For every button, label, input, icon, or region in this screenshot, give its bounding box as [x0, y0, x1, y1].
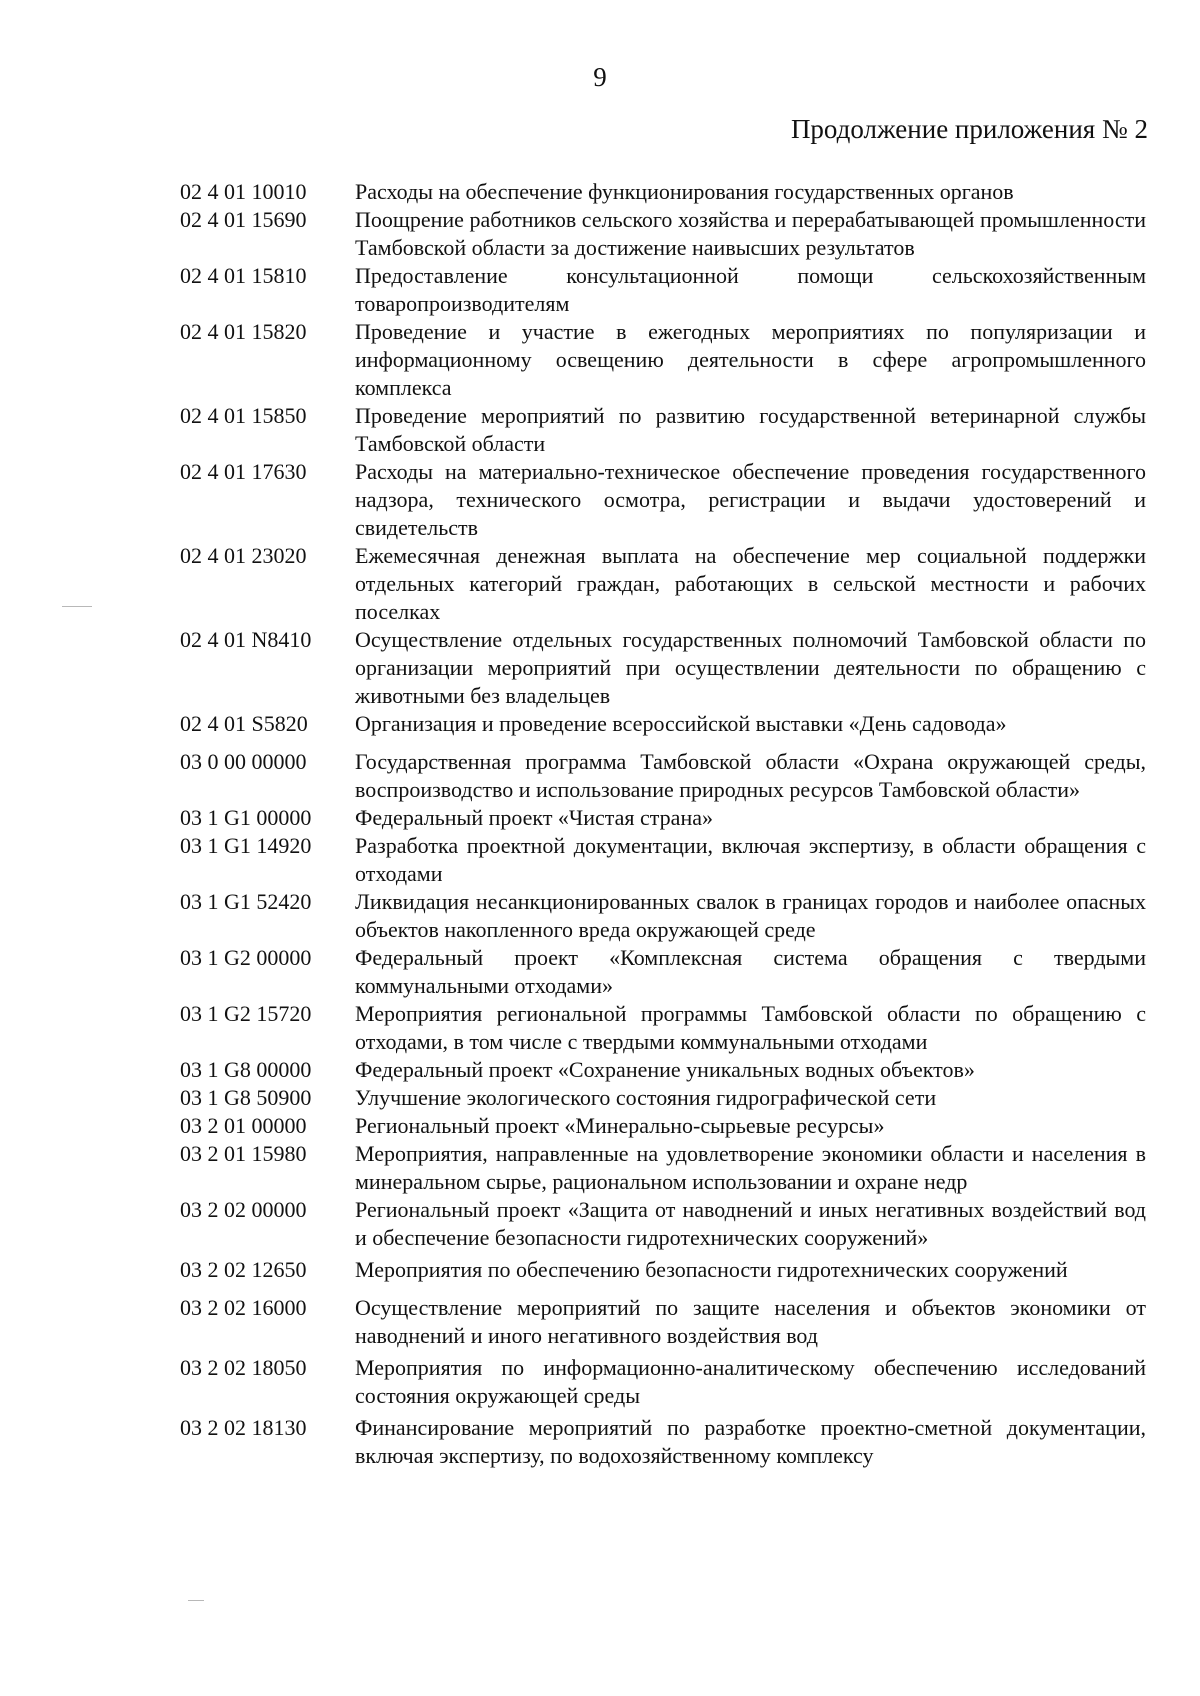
entry-code: 03 1 G2 00000: [180, 945, 312, 970]
scan-mark: [62, 606, 92, 607]
entry-description: Федеральный проект «Чистая страна»: [355, 805, 713, 830]
entry-description: Ликвидация несанкционированных свалок в границах городов и наиболее опасных объектов накопленного вреда окружающей среде: [355, 889, 1146, 942]
entry-code: 02 4 01 S5820: [180, 711, 308, 736]
entry-description: Осуществление отдельных государственных полномочий Тамбовской области по организации мероприятий при осуществлении деятельности по обращению с животными без владельцев: [355, 627, 1146, 708]
entry-description: Региональный проект «Минерально-сырьевые ресурсы»: [355, 1113, 885, 1138]
code-entry: [180, 318, 1146, 402]
entry-code: 03 1 G1 52420: [180, 889, 312, 914]
code-entry: [180, 1414, 1146, 1470]
entry-code: 03 2 02 12650: [180, 1257, 307, 1282]
entry-description: Расходы на обеспечение функционирования государственных органов: [355, 179, 1014, 204]
code-entry: [180, 402, 1146, 458]
code-entry: [180, 542, 1146, 626]
code-entry: [180, 1140, 1146, 1196]
code-list: [180, 178, 1146, 1470]
code-entry: [180, 1354, 1146, 1410]
entry-description: Поощрение работников сельского хозяйства и перерабатывающей промышленности Тамбовской области за достижение наивысших результатов: [355, 207, 1146, 260]
code-entry: [180, 748, 1146, 804]
entry-code: 02 4 01 17630: [180, 459, 307, 484]
entry-description: Региональный проект «Защита от наводнений и иных негативных воздействий вод и обеспечение безопасности гидротехнических сооружений»: [355, 1197, 1146, 1250]
code-entry: [180, 710, 1146, 738]
entry-code: 03 2 02 00000: [180, 1197, 307, 1222]
entry-code: 03 2 02 18050: [180, 1355, 307, 1380]
code-entry: [180, 1196, 1146, 1252]
code-entry: [180, 832, 1146, 888]
entry-description: Организация и проведение всероссийской выставки «День садовода»: [355, 711, 1007, 736]
code-entry: [180, 206, 1146, 262]
code-entry: [180, 178, 1146, 206]
entry-code: 03 2 01 00000: [180, 1113, 307, 1138]
code-entry: [180, 1000, 1146, 1056]
appendix-header: Продолжение приложения № 2: [790, 114, 1148, 144]
entry-description: Мероприятия по информационно-аналитическому обеспечению исследований состояния окружающей среды: [355, 1355, 1146, 1408]
code-entry: [180, 458, 1146, 542]
code-entry: [180, 1084, 1146, 1112]
entry-description: Государственная программа Тамбовской области «Охрана окружающей среды, воспроизводство и использование природных ресурсов Тамбовской области»: [355, 749, 1146, 802]
entry-description: Улучшение экологического состояния гидрографической сети: [355, 1085, 937, 1110]
entry-code: 03 0 00 00000: [180, 749, 307, 774]
code-entry: [180, 944, 1146, 1000]
entry-code: 03 2 01 15980: [180, 1141, 307, 1166]
code-entry: [180, 888, 1146, 944]
entry-code: 02 4 01 15690: [180, 207, 307, 232]
entry-description: Финансирование мероприятий по разработке проектно-сметной документации, включая экспертизу, по водохозяйственному комплексу: [355, 1415, 1146, 1468]
code-entry: [180, 804, 1146, 832]
entry-description: Разработка проектной документации, включая экспертизу, в области обращения с отходами: [355, 833, 1146, 886]
entry-code: 02 4 01 23020: [180, 543, 307, 568]
code-entry: [180, 1256, 1146, 1284]
entry-description: Мероприятия, направленные на удовлетворение экономики области и населения в минеральном сырье, рациональном использовании и охране недр: [355, 1141, 1146, 1194]
entry-code: 03 1 G8 00000: [180, 1057, 312, 1082]
entry-code: 03 1 G2 15720: [180, 1001, 312, 1026]
entry-code: 03 2 02 18130: [180, 1415, 307, 1440]
entry-description: Предоставление консультационной помощи сельскохозяйственным товаропроизводителям: [355, 263, 1146, 316]
entry-description: Мероприятия региональной программы Тамбовской области по обращению с отходами, в том числе с твердыми коммунальными отходами: [355, 1001, 1146, 1054]
entry-code: 02 4 01 N8410: [180, 627, 312, 652]
entry-code: 03 1 G8 50900: [180, 1085, 312, 1110]
scan-mark: [188, 1600, 204, 1601]
entry-description: Федеральный проект «Сохранение уникальных водных объектов»: [355, 1057, 975, 1082]
entry-description: Расходы на материально-техническое обеспечение проведения государственного надзора, технического осмотра, регистрации и выдачи удостоверений и свидетельств: [355, 459, 1146, 540]
entry-code: 02 4 01 15810: [180, 263, 307, 288]
code-entry: [180, 1294, 1146, 1350]
entry-description: Проведение мероприятий по развитию государственной ветеринарной службы Тамбовской области: [355, 403, 1146, 456]
entry-description: Проведение и участие в ежегодных мероприятиях по популяризации и информационному освещению деятельности в сфере агропромышленного комплекса: [355, 319, 1146, 400]
entry-code: 03 1 G1 00000: [180, 805, 312, 830]
code-entry: [180, 626, 1146, 710]
page-number: 9: [593, 62, 607, 92]
entry-description: Осуществление мероприятий по защите населения и объектов экономики от наводнений и иного негативного воздействия вод: [355, 1295, 1146, 1348]
code-entry: [180, 1056, 1146, 1084]
entry-description: Федеральный проект «Комплексная система обращения с твердыми коммунальными отходами»: [355, 945, 1146, 998]
code-entry: [180, 262, 1146, 318]
code-entry: [180, 1112, 1146, 1140]
entry-code: 02 4 01 15850: [180, 403, 307, 428]
entry-code: 02 4 01 15820: [180, 319, 307, 344]
entry-description: Ежемесячная денежная выплата на обеспечение мер социальной поддержки отдельных категорий граждан, работающих в сельской местности и рабочих поселках: [355, 543, 1146, 624]
entry-code: 02 4 01 10010: [180, 179, 307, 204]
entry-description: Мероприятия по обеспечению безопасности гидротехнических сооружений: [355, 1257, 1068, 1282]
entry-code: 03 1 G1 14920: [180, 833, 312, 858]
entry-code: 03 2 02 16000: [180, 1295, 307, 1320]
